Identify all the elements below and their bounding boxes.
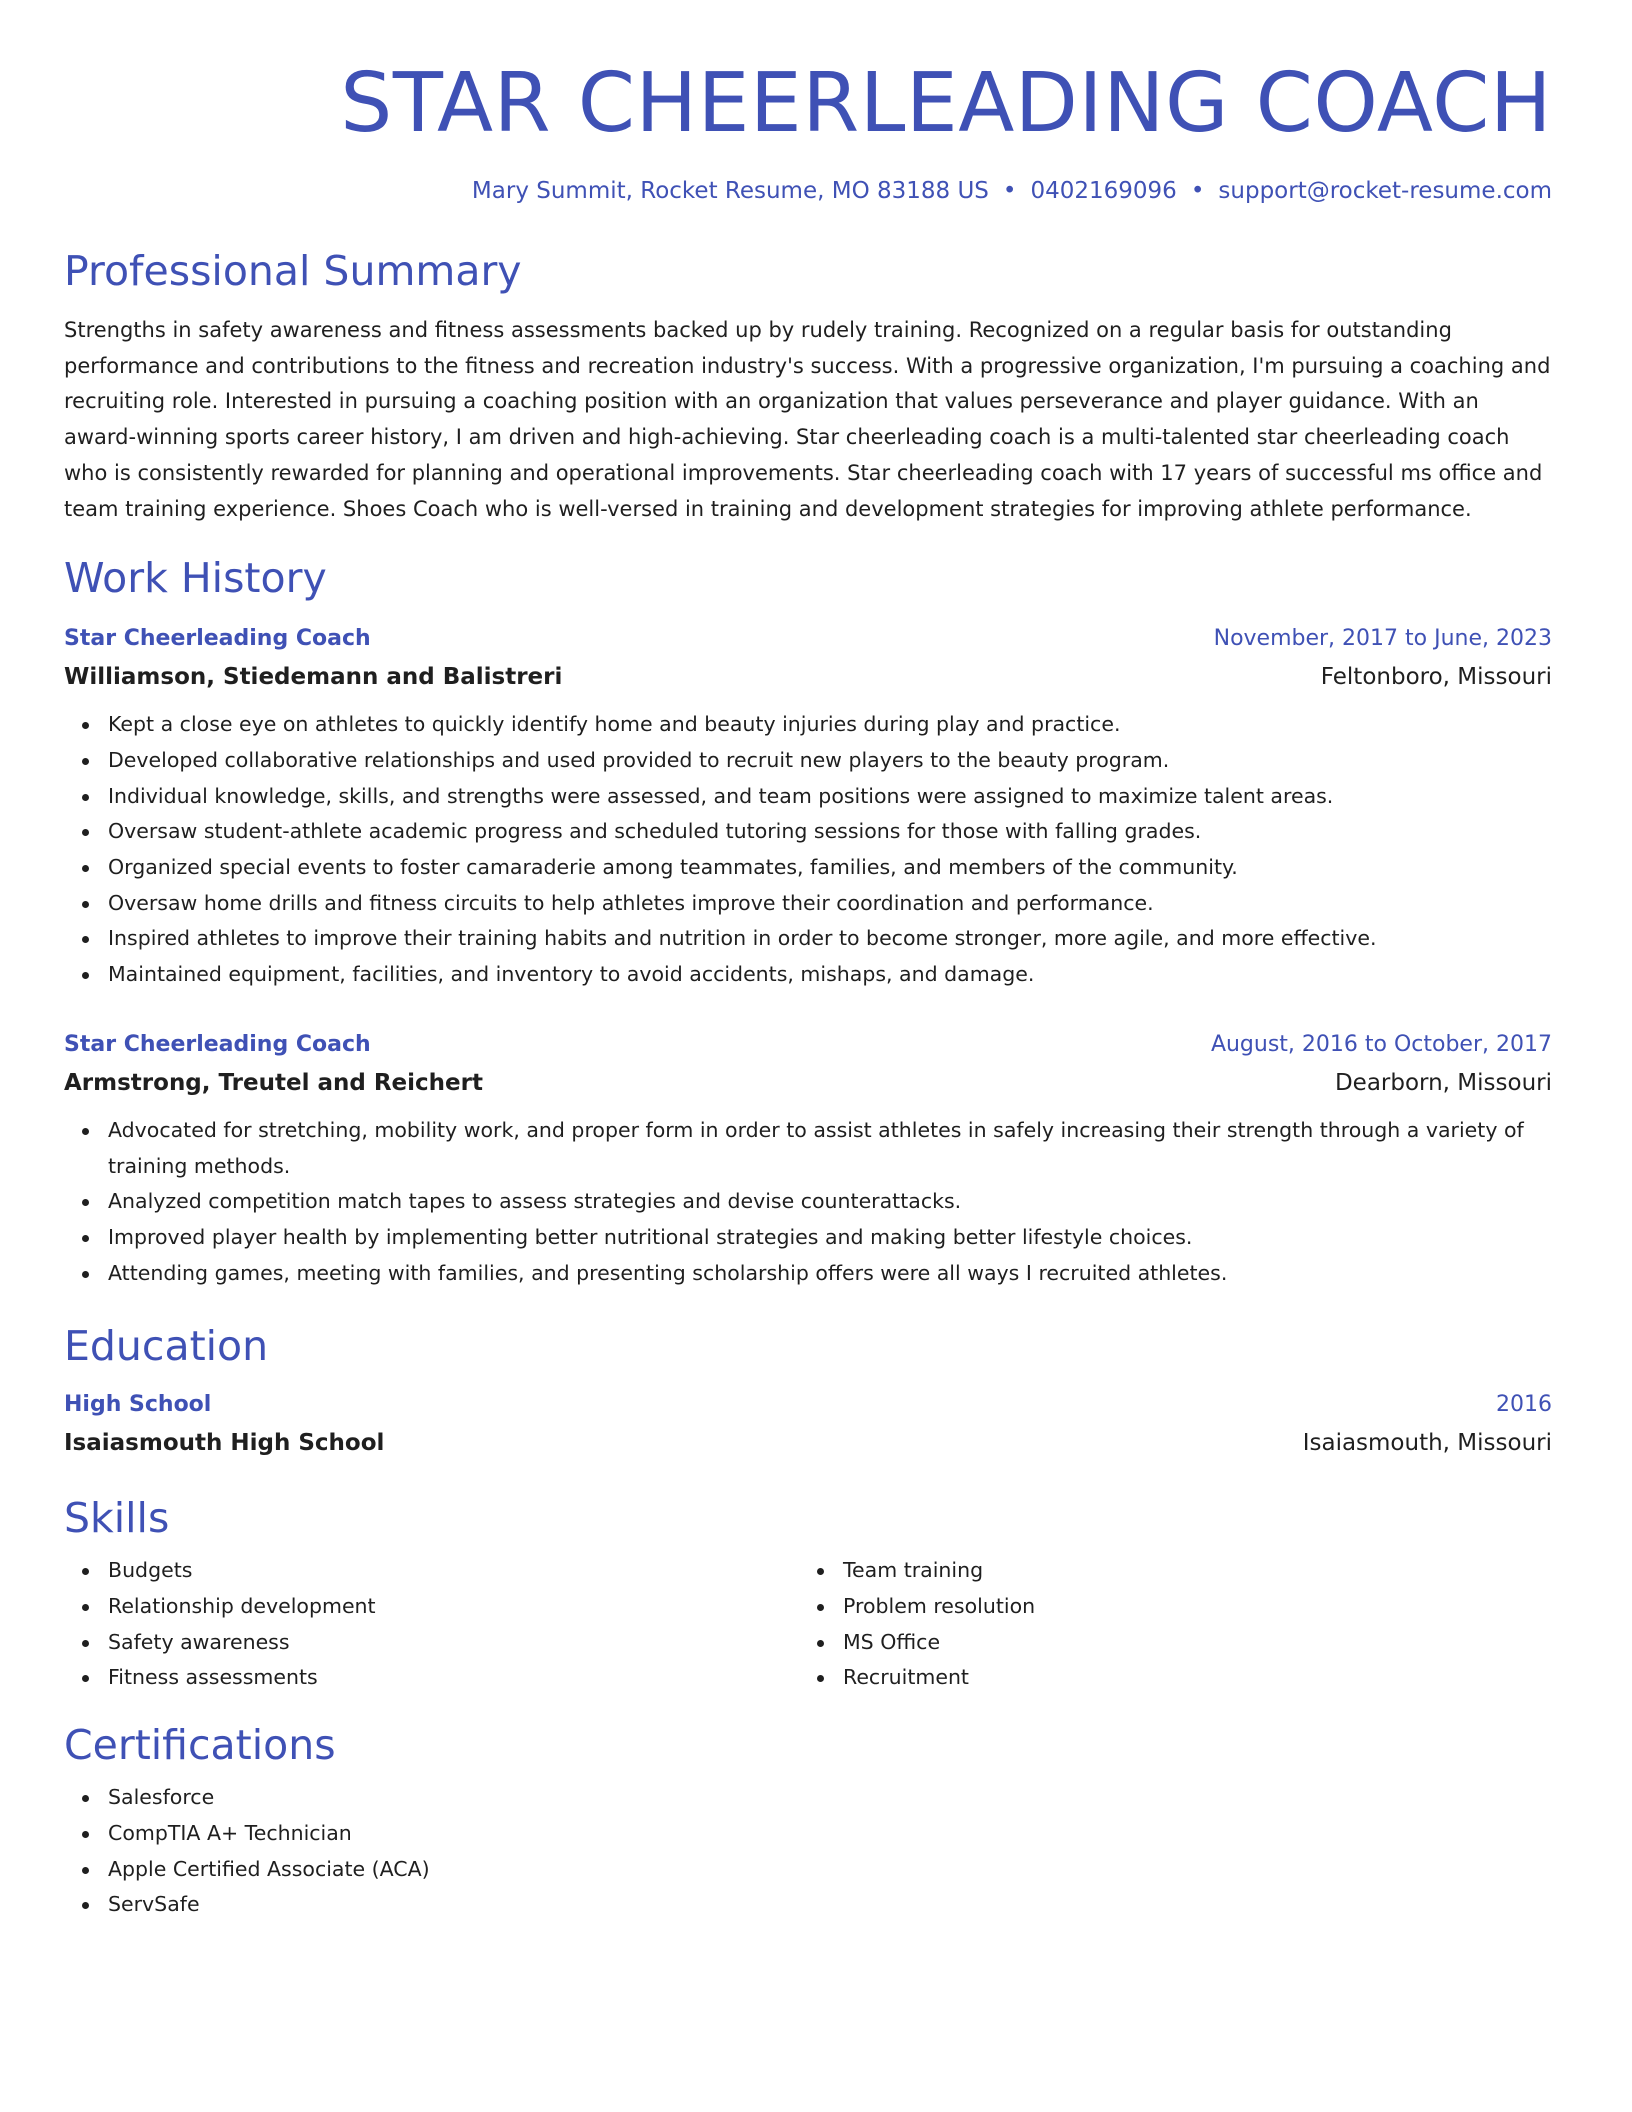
job-bullet: Developed collaborative relationships and used provided to recruit new players to the beauty program. [108, 743, 1552, 779]
contact-line [64, 176, 1552, 206]
job-bullet-list [64, 707, 1552, 993]
job-bullet: Improved player health by implementing better nutritional strategies and making better lifestyle choices. [108, 1220, 1552, 1256]
contact-address: Mary Summit, Rocket Resume, MO 83188 US [471, 178, 989, 204]
job-bullet: Advocated for stretching, mobility work, and proper form in order to assist athletes in safely increasing their strength through a variety of training methods. [108, 1113, 1552, 1184]
job-location: Feltonboro, Missouri [1320, 664, 1552, 691]
job-location: Dearborn, Missouri [1334, 1069, 1552, 1096]
job-bullet: Oversaw student-athlete academic progress and scheduled tutoring sessions for those with falling grades. [108, 814, 1552, 850]
summary-text: Strengths in safety awareness and fitness assessments backed up by rudely training. Recognized on a regular basis for outstanding performance and contributions to the fitness and recreation industry's success. With a progressive organization, I'm pursuing a coaching and recruiting role. Interested in pursuing a coaching position with an organization that values perseverance and player guidance. With an award-winning sports career history, I am driven and high-achieving. Star cheerleading coach is a multi-talented star cheerleading coach who is consistently rewarded for planning and operational improvements. Star cheerleading coach with 17 years of successful ms office and team training experience. Shoes Coach who is well-versed in training and development strategies for improving athlete performance. [64, 318, 1551, 521]
job-header-row [64, 1027, 1552, 1063]
contact-separator: • [1002, 178, 1017, 204]
skills-section-title: Skills [64, 1494, 170, 1543]
skills-list [64, 1553, 799, 1696]
job-company-row [64, 1063, 1552, 1103]
job-entry [64, 621, 1552, 993]
certification-item: CompTIA A+ Technician [108, 1816, 1552, 1852]
job-dates: November, 2017 to June, 2023 [1213, 626, 1552, 652]
skill-item: Safety awareness [108, 1625, 799, 1661]
job-title: Star Cheerleading Coach [64, 1031, 371, 1057]
job-header-row [64, 621, 1552, 657]
education-section-title: Education [64, 1322, 269, 1371]
certification-item: Apple Certified Associate (ACA) [108, 1852, 1552, 1888]
education-header-row [64, 1387, 1552, 1423]
skill-item: Problem resolution [843, 1589, 1534, 1625]
job-bullet: Organized special events to foster camaraderie among teammates, families, and members of the community. [108, 850, 1552, 886]
job-bullet: Maintained equipment, facilities, and inventory to avoid accidents, mishaps, and damage. [108, 957, 1552, 993]
education-entry [64, 1387, 1552, 1463]
skill-item: Relationship development [108, 1589, 799, 1625]
skill-item: Fitness assessments [108, 1660, 799, 1696]
skill-item: Team training [843, 1553, 1534, 1589]
contact-phone: 0402169096 [1030, 178, 1177, 204]
education-location: Isaiasmouth, Missouri [1302, 1430, 1552, 1457]
skills-column-left [64, 1553, 799, 1696]
job-bullet: Individual knowledge, skills, and strengths were assessed, and team positions were assigned to maximize talent areas. [108, 779, 1552, 815]
skills-list [799, 1553, 1534, 1696]
job-bullet-list [64, 1113, 1552, 1292]
resume-name-heading: STAR CHEERLEADING COACH [340, 56, 1552, 151]
skill-item: MS Office [843, 1625, 1534, 1661]
education-year: 2016 [1496, 1392, 1552, 1418]
contact-email: support@rocket-resume.com [1218, 178, 1552, 204]
certifications-list [64, 1780, 1552, 1923]
resume-page [64, 0, 1552, 1923]
job-bullet: Kept a close eye on athletes to quickly identify home and beauty injuries during play and practice. [108, 707, 1552, 743]
certification-item: ServSafe [108, 1887, 1552, 1923]
contact-separator: • [1190, 178, 1205, 204]
education-degree: High School [64, 1392, 212, 1418]
skill-item: Budgets [108, 1553, 799, 1589]
skill-item: Recruitment [843, 1660, 1534, 1696]
certifications-section-title: Certifications [64, 1721, 336, 1770]
job-bullet: Attending games, meeting with families, and presenting scholarship offers were all ways I recruited athletes. [108, 1256, 1552, 1292]
certification-item: Salesforce [108, 1780, 1552, 1816]
job-bullet: Oversaw home drills and fitness circuits to help athletes improve their coordination and performance. [108, 886, 1552, 922]
job-bullet: Analyzed competition match tapes to assess strategies and devise counterattacks. [108, 1184, 1552, 1220]
skills-column-right [799, 1553, 1534, 1696]
job-bullet: Inspired athletes to improve their training habits and nutrition in order to become stronger, more agile, and more effective. [108, 921, 1552, 957]
education-school-row [64, 1423, 1552, 1463]
job-company: Williamson, Stiedemann and Balistreri [64, 664, 563, 691]
job-company-row [64, 657, 1552, 697]
job-company: Armstrong, Treutel and Reichert [64, 1069, 483, 1096]
job-dates: August, 2016 to October, 2017 [1210, 1031, 1552, 1057]
work-history-section-title: Work History [64, 554, 327, 603]
job-title: Star Cheerleading Coach [64, 626, 371, 652]
summary-section-title: Professional Summary [64, 247, 522, 295]
skills-grid [64, 1553, 1552, 1696]
job-entry [64, 1027, 1552, 1292]
education-school: Isaiasmouth High School [64, 1430, 385, 1457]
